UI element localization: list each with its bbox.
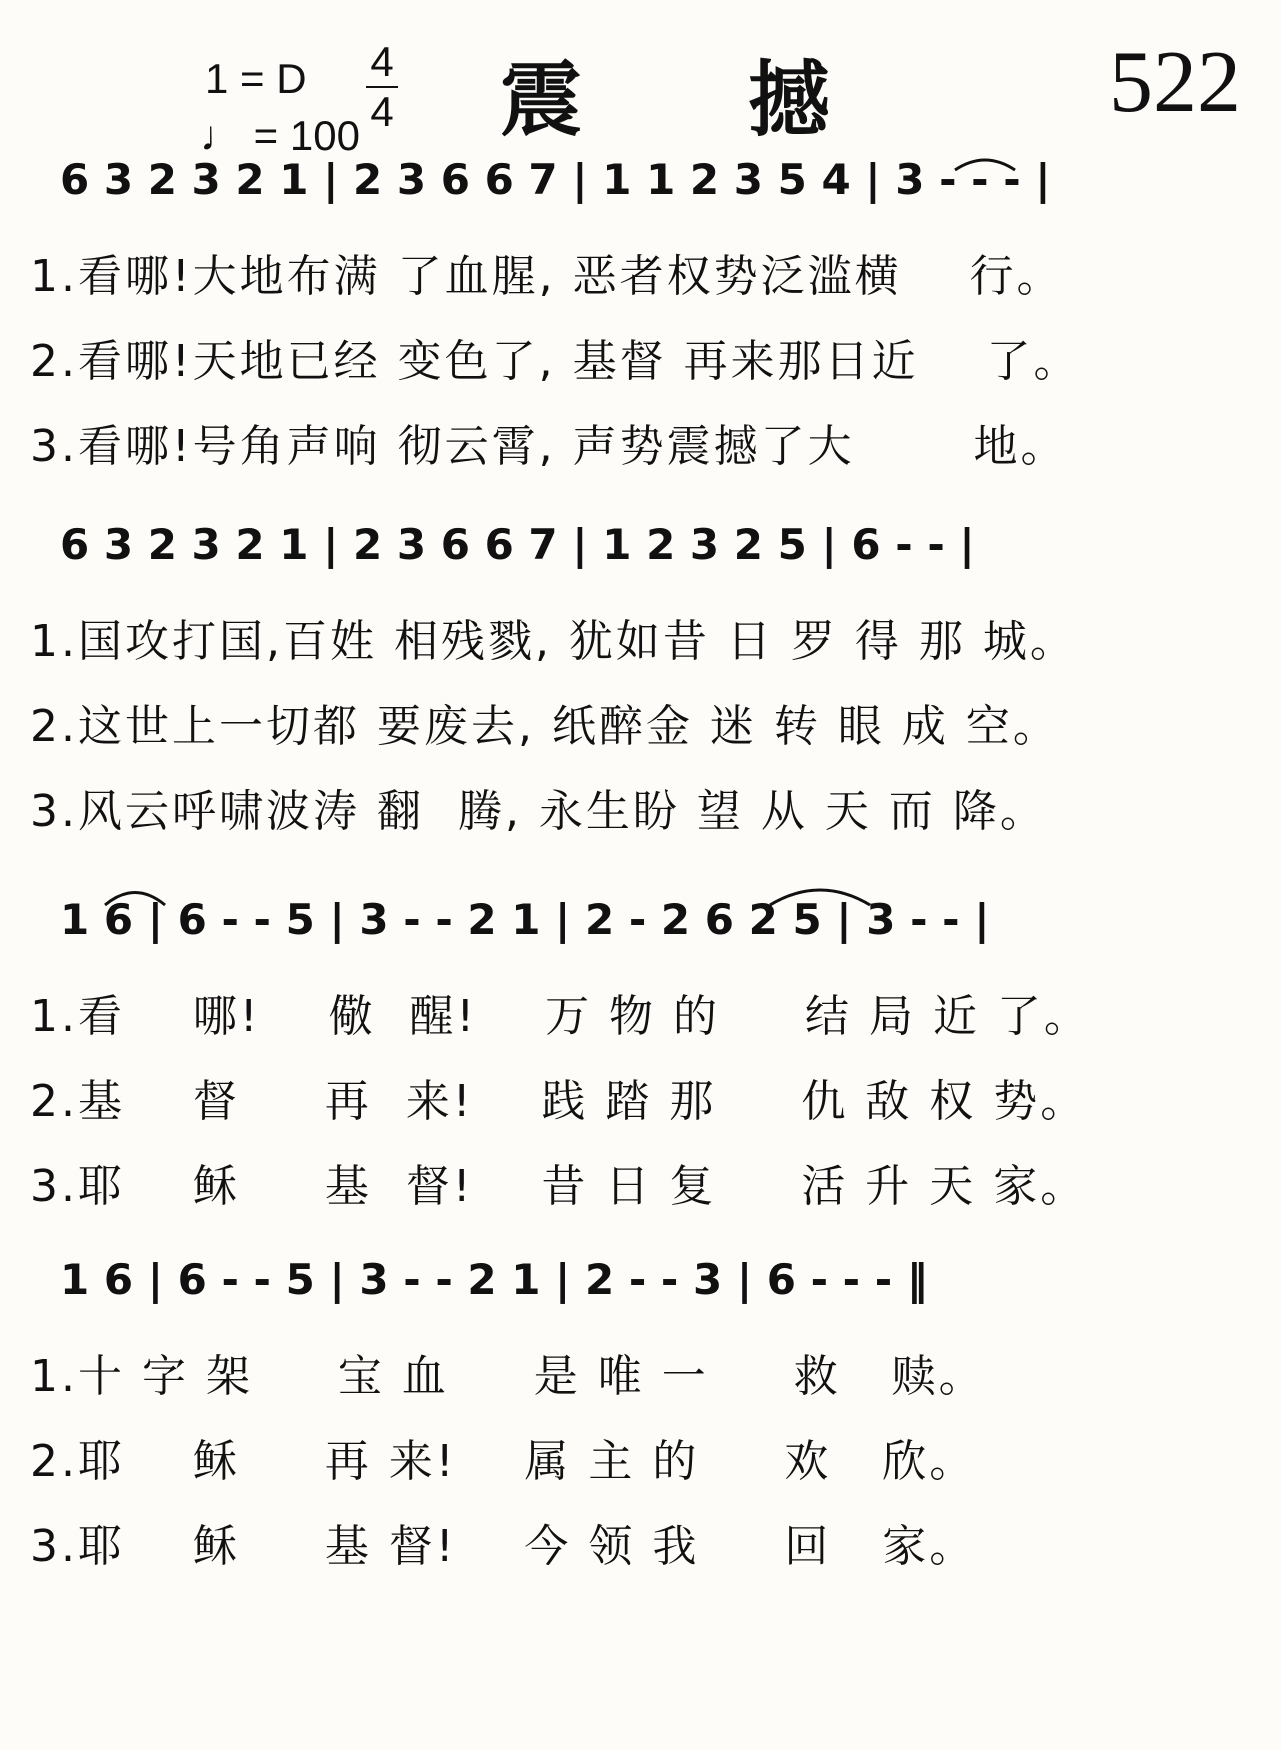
lyric-line: 1.国攻打国,百姓 相残戮, 犹如昔 日 罗 得 那 城。	[30, 616, 1077, 667]
lyric-line: 3.看哪!号角声响 彻云霄, 声势震撼了大 地。	[30, 421, 1068, 472]
hymn-title	[500, 35, 830, 152]
lyric-line: 2.耶 稣 再 来! 属 主 的 欢 欣。	[30, 1436, 977, 1487]
lyric-line: 3.风云呼啸波涛 翻 腾, 永生盼 望 从 天 而 降。	[30, 786, 1047, 837]
notes-line: 1 6 | 6 - - 5 | 3 - - 2 1 | 2 - - 3 | 6 - - - ‖	[60, 1255, 928, 1304]
key-signature: 1 = D	[205, 55, 307, 102]
lyric-line: 1.看哪!大地布满 了血腥, 恶者权势泛滥横 行。	[30, 251, 1064, 302]
time-signature-top: 4	[370, 38, 394, 85]
notes-line: 6 3 2 3 2 1 | 2 3 6 6 7 | 1 2 3 2 5 | 6 - - |	[60, 520, 975, 569]
title-char: 震	[500, 53, 583, 148]
notes-line: 6 3 2 3 2 1 | 2 3 6 6 7 | 1 1 2 3 5 4 | 3 - - - |	[60, 155, 1051, 204]
tempo-marking: ♩ = 100	[200, 112, 360, 159]
title-char: 撼	[747, 53, 830, 148]
lyric-line: 2.基 督 再 来! 践 踏 那 仇 敌 权 势。	[30, 1076, 1088, 1127]
hymn-number: 522	[1109, 34, 1241, 131]
lyric-line: 1.十 字 架 宝 血 是 唯 一 救 赎。	[30, 1351, 986, 1402]
notes-line: 1 6 | 6 - - 5 | 3 - - 2 1 | 2 - 2 6 2 5 | 3 - - |	[60, 895, 990, 944]
lyric-line: 1.看 哪! 儆 醒! 万 物 的 结 局 近 了。	[30, 991, 1091, 1042]
time-signature	[362, 40, 402, 134]
lyric-line: 2.这世上一切都 要废去, 纸醉金 迷 转 眼 成 空。	[30, 701, 1060, 752]
lyric-line: 3.耶 稣 基 督! 昔 日 复 活 升 天 家。	[30, 1161, 1088, 1212]
time-signature-bottom: 4	[370, 88, 394, 135]
lyric-line: 2.看哪!天地已经 变色了, 基督 再来那日近 了。	[30, 336, 1081, 387]
lyric-line: 3.耶 稣 基 督! 今 领 我 回 家。	[30, 1521, 977, 1572]
